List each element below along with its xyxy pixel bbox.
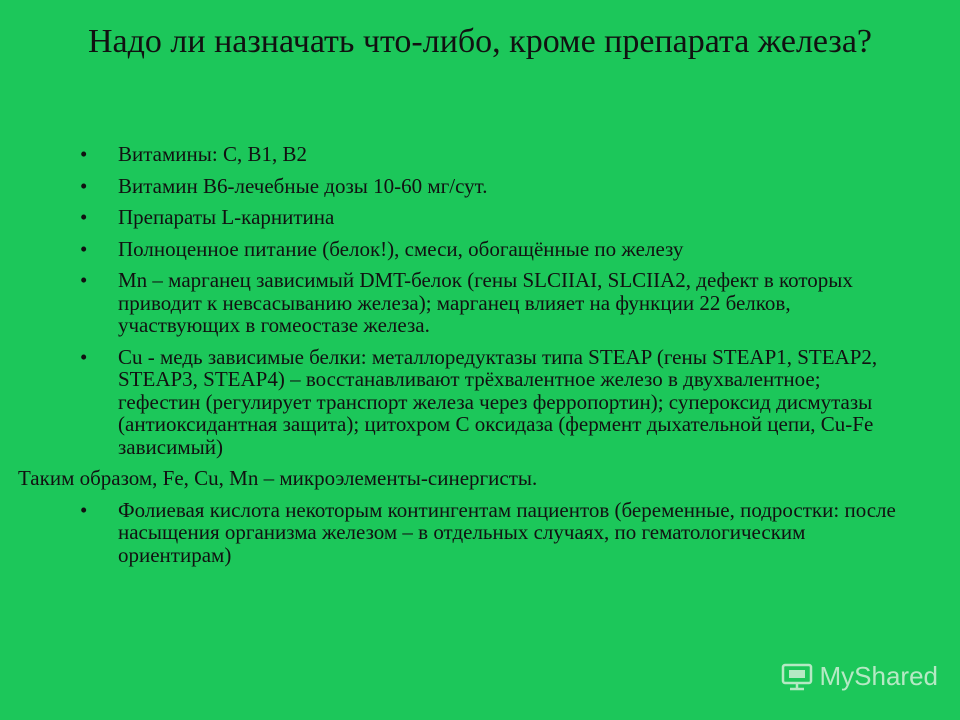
bullet-item: [80, 175, 900, 198]
bullet-text: Витамин В6-лечебные дозы 10-60 мг/сут.: [118, 173, 488, 198]
bullet-item: [80, 206, 900, 229]
bullet-text: Mn – марганец зависимый DMT-белок (гены SLCIIAI, SLCIIA2, дефект в которых приводит к невсасыванию железа); марганец влияет на функции 22 белков, участвующих в гомеостазе железа.: [118, 268, 853, 337]
presentation-screen-icon: [780, 662, 814, 692]
bullet-marker: •: [80, 497, 88, 522]
bullet-item: [80, 143, 900, 166]
slide-title: Надо ли назначать что-либо, кроме препарата железа?: [87, 23, 873, 60]
bullet-item: [80, 346, 900, 459]
slide-body: [18, 142, 900, 575]
bullet-marker: •: [80, 142, 88, 166]
bullet-text: Витамины: С, В1, В2: [118, 142, 307, 166]
bullet-marker: •: [80, 236, 88, 261]
bullet-text: Фолиевая кислота некоторым контингентам пациентов (беременные, подростки: после насыщения организма железом – в отдельных случаях, по гематологическим ориентирам): [118, 497, 896, 567]
watermark-text: MyShared: [819, 661, 938, 691]
bullet-marker: •: [80, 344, 88, 369]
watermark: [780, 661, 939, 692]
bullet-text: Полноценное питание (белок!), смеси, обогащённые по железу: [118, 236, 684, 261]
summary-paragraph: Таким образом, Fe, Cu, Mn – микроэлементы-синергисты.: [18, 466, 538, 490]
bullet-text: Cu - медь зависимые белки: металлоредуктазы типа STEAP (гены STEAP1, STEAP2, STEAP3, STEAP4) – восстанавливают трёхвалентное железо в двухвалентное; гефестин (регулирует транспорт железа через ферропортин); супероксид дисмутазы (антиоксидантная защита); цитохром С оксидаза (фермент дыхательной цепи, Cu-Fe зависимый): [118, 344, 878, 459]
bullet-text: Препараты L-карнитина: [118, 205, 335, 229]
bullet-item: [80, 499, 900, 567]
bullet-marker: •: [80, 268, 88, 292]
bullet-marker: •: [80, 173, 88, 198]
bullet-marker: •: [80, 205, 88, 229]
bullet-item: [80, 269, 900, 337]
bullet-item: [80, 238, 900, 261]
